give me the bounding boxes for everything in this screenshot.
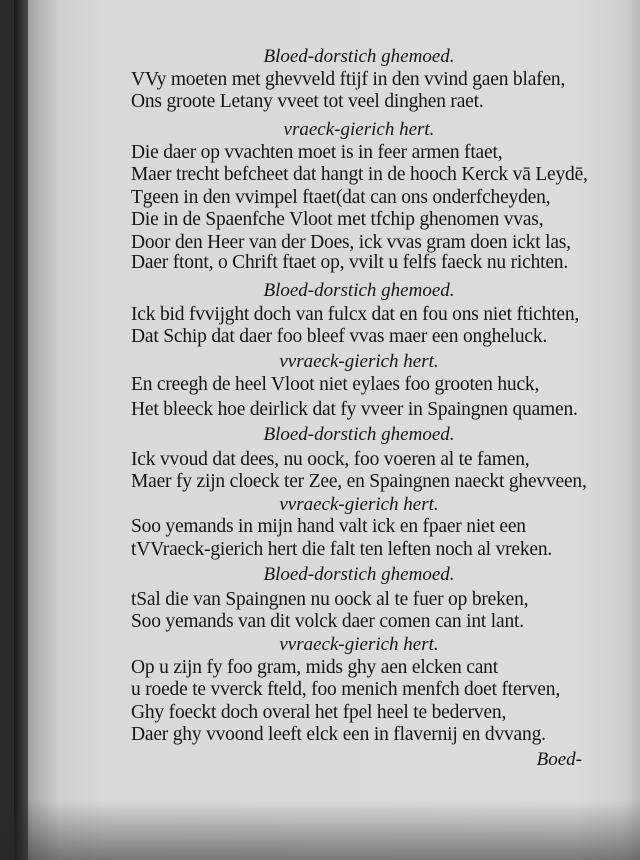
verse-line: Op u zijn fy foo gram, mids ghy aen elcken cant <box>131 657 498 678</box>
verse-line: Soo yemands van dit volck daer comen can int lant. <box>131 611 524 632</box>
verse-line: Maer trecht befcheet dat hangt in de hooch Kerck vā Leydē, <box>131 164 588 185</box>
speaker-heading: Bloed-dorstich ghemoed. <box>263 424 455 445</box>
verse-line: Door den Heer van der Does, ick vvas gram doen ickt las, <box>131 232 571 253</box>
verse-line: Ick vvoud dat dees, nu oock, foo voeren al te famen, <box>131 449 530 470</box>
verse-line: tVVraeck-gierich hert die falt ten leften noch al vreken. <box>131 539 553 560</box>
verse-line: Tgeen in den vvimpel ftaet(dat can ons onderfcheyden, <box>131 187 551 208</box>
verse-line: Soo yemands in mijn hand valt ick en fpaer niet een <box>131 516 526 537</box>
speaker-heading: Bloed-dorstich ghemoed. <box>263 564 455 585</box>
verse-line: Die daer op vvachten moet is in feer armen ftaet, <box>131 142 503 163</box>
speaker-heading: vvraeck-gierich hert. <box>279 494 439 515</box>
verse-line: Ick bid fvvijght doch van fulcx dat en fou ons niet ftichten, <box>131 304 580 325</box>
speaker-heading: vvraeck-gierich hert. <box>279 634 439 655</box>
verse-line: Ons groote Letany vveet tot veel dinghen raet. <box>131 91 484 112</box>
verse-line: Maer fy zijn cloeck ter Zee, en Spaingnen naeckt ghevveen, <box>131 471 587 492</box>
verse-line: En creegh de heel Vloot niet eylaes foo grooten huck, <box>131 374 540 395</box>
verse-line: Daer ftont, o Chrift ftaet op, vvilt u felfs faeck nu richten. <box>131 252 569 273</box>
verse-line: Die in de Spaenfche Vloot met tfchip ghenomen vvas, <box>131 209 544 230</box>
speaker-heading: Bloed-dorstich ghemoed. <box>263 280 455 301</box>
verse-line: Het bleeck hoe deirlick dat fy vveer in Spaingnen quamen. <box>131 399 578 420</box>
verse-line: Daer ghy vvoond leeft elck een in flavernij en dvvang. <box>131 724 546 745</box>
speaker-heading: vvraeck-gierich hert. <box>279 351 439 372</box>
verse-line: u roede te vverck fteld, foo menich menfch doet fterven, <box>131 679 560 700</box>
verse-line: VVy moeten met ghevveld ftijf in den vvind gaen blafen, <box>131 69 566 90</box>
verse-line: Ghy foeckt doch overal het fpel heel te bederven, <box>131 702 507 723</box>
speaker-heading: Bloed-dorstich ghemoed. <box>263 46 455 67</box>
catchword: Boed- <box>536 749 582 770</box>
verse-line: Dat Schip dat daer foo bleef vvas maer een ongheluck. <box>131 326 548 347</box>
page-bottom-shadow <box>0 800 640 860</box>
verse-line: tSal die van Spaingnen nu oock al te fuer op breken, <box>131 589 529 610</box>
speaker-heading: vraeck-gierich hert. <box>283 119 435 140</box>
book-page <box>14 0 640 860</box>
